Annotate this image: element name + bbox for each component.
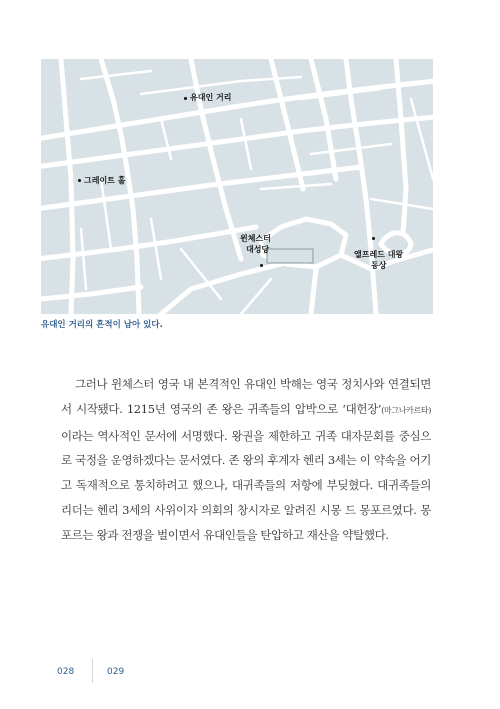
body-text-part-1: 그러나 윈체스터 영국 내 본격적인 유대인 박해는 영국 정치사와 연결되면서 시작됐다. 1215년 영국의 존 왕은 귀족들의 압박으로 ‘대헌장’ <box>61 377 431 416</box>
city-map <box>41 59 433 314</box>
great-hall-marker <box>78 179 81 182</box>
jewry-marker <box>184 97 187 100</box>
map-label-jewry: 유대인 거리 <box>190 93 232 102</box>
map-streets <box>41 59 433 314</box>
folio-divider <box>92 659 93 683</box>
page-number-right: 029 <box>107 667 125 677</box>
cathedral-marker <box>260 264 263 267</box>
body-text-part-2: 이라는 역사적인 문서에 서명했다. 왕권을 제한하고 귀족 대자문회를 중심으로 국정을 운영하겠다는 문서였다. 존 왕의 후계자 헨리 3세는 이 약속을 어기고 독재적으로 통치하려고 했으나, 대귀족들의 저항에 부딪혔다. 대귀족들의 리더는 헨리 3세의 사위이자 의회의 창시자로 알려진 시몽 드 몽포르였다. 몽포르는 왕과 전쟁을 벌이면서 유대인들을 탄압하고 재산을 약탈했다. <box>61 428 431 542</box>
map-label-statue-1: 앨프레드 대왕 <box>354 250 404 259</box>
map-label-great-hall: 그레이트 홀 <box>84 176 126 185</box>
map-caption: 유대인 거리의 흔적이 남아 있다. <box>41 320 163 330</box>
statue-marker <box>372 237 375 240</box>
map-label-statue-2: 동상 <box>371 261 387 270</box>
body-text-aside: (마그나카르타) <box>381 405 431 415</box>
map-label-cathedral-2: 대성당 <box>246 245 270 254</box>
map-label-cathedral-1: 윈체스터 <box>240 234 271 243</box>
body-paragraph <box>61 372 431 548</box>
page-number-left: 028 <box>57 667 75 677</box>
